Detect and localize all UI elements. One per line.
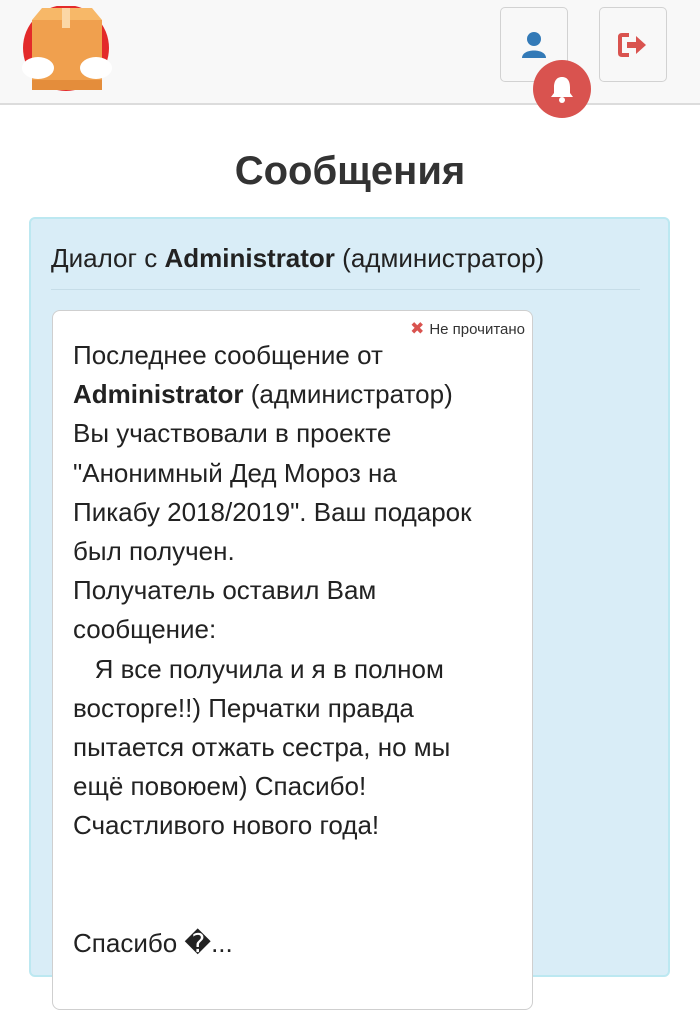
site-logo[interactable] — [18, 6, 118, 96]
box-with-hands-logo-icon — [18, 6, 118, 96]
logout-button[interactable] — [599, 7, 667, 82]
message-line: Счастливого нового года! — [73, 810, 380, 841]
message-line: Получатель оставил Вам — [73, 575, 377, 606]
dialog-heading — [51, 239, 544, 277]
message-line: Пикабу 2018/2019". Ваш подарок — [73, 496, 472, 527]
sender-line — [73, 375, 523, 414]
sender-name: Administrator — [73, 379, 244, 410]
message-line: сообщение: — [73, 614, 217, 645]
dialog-prefix: Диалог с — [51, 243, 158, 273]
message-line: Вы участвовали в проекте — [73, 418, 392, 449]
message-body — [73, 336, 523, 963]
unread-x-icon: ✖ — [410, 319, 425, 338]
panel-divider — [51, 289, 640, 290]
dialog-panel — [29, 217, 670, 977]
dialog-partner-role: (администратор) — [342, 243, 545, 273]
message-line: "Анонимный Дед Мороз на — [73, 457, 397, 488]
message-line: ещё повоюем) Спасибо! — [73, 771, 367, 802]
bell-icon — [549, 75, 575, 103]
dialog-partner-name[interactable]: Administrator — [164, 243, 335, 273]
message-line: восторге!!) Перчатки правда — [73, 692, 414, 723]
message-card[interactable] — [52, 310, 533, 1010]
message-line: был получен. — [73, 536, 235, 567]
page-title: Сообщения — [234, 149, 466, 193]
notifications-button[interactable] — [533, 60, 591, 118]
message-line: пытается отжать сестра, но мы — [73, 732, 451, 763]
last-from-label: Последнее сообщение от — [73, 340, 383, 370]
message-line: Я все получила и я в полном — [73, 653, 444, 684]
sender-role: (администратор) — [250, 379, 453, 410]
top-navbar — [0, 0, 700, 105]
unread-label: Не прочитано — [429, 320, 525, 338]
message-trailing: Спасибо �... — [73, 927, 233, 958]
message-spacer — [73, 846, 523, 924]
logout-icon — [617, 32, 649, 58]
user-icon — [520, 30, 548, 60]
